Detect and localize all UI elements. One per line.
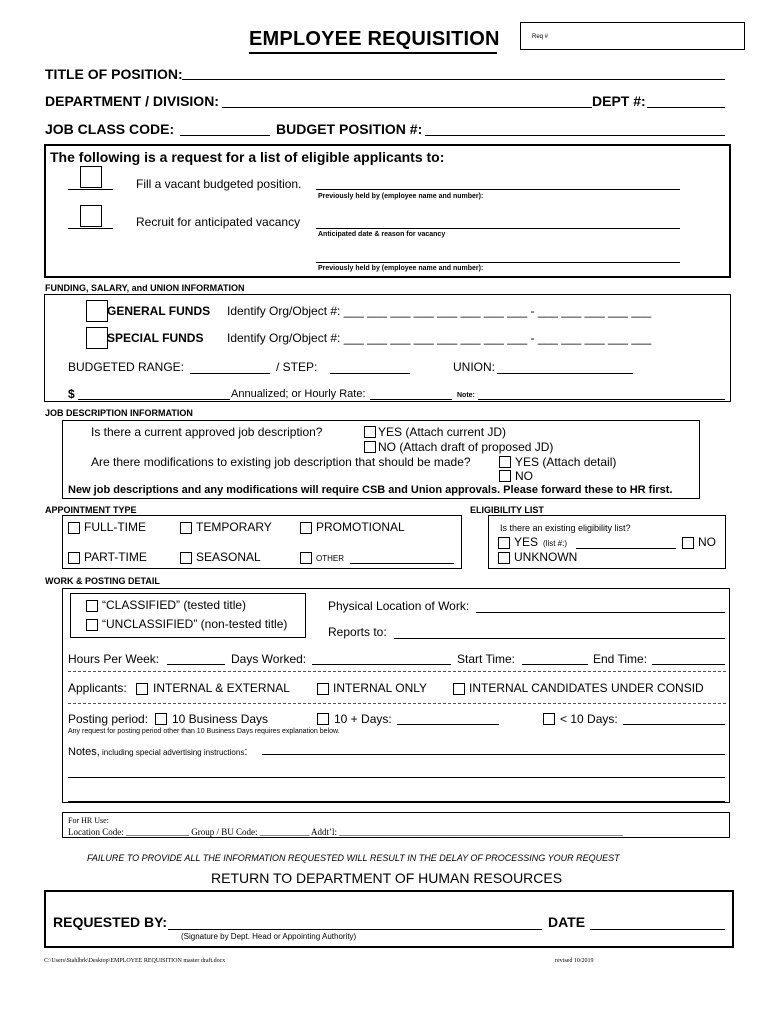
notes-line-1[interactable] (262, 754, 725, 755)
prev-held-field-2[interactable] (316, 262, 680, 263)
revised-date: revised 10/2019 (555, 958, 594, 964)
ten-days-checkbox[interactable] (155, 713, 167, 725)
title-underline (249, 52, 497, 54)
divider-2 (68, 703, 726, 704)
ten-plus-field[interactable] (397, 724, 499, 725)
days-worked-field[interactable] (312, 664, 451, 665)
special-funds-checkbox[interactable] (86, 327, 108, 349)
title-of-position-field[interactable] (182, 79, 725, 80)
physical-location-field[interactable] (476, 612, 725, 613)
general-funds-checkbox[interactable] (86, 300, 108, 322)
union-field[interactable] (497, 373, 633, 374)
recruit-label: Recruit for anticipated vacancy (136, 215, 301, 229)
req-label: Req # (532, 34, 549, 40)
full-time-label: FULL-TIME (84, 520, 147, 534)
start-time-field[interactable] (522, 664, 588, 665)
part-time-checkbox[interactable] (68, 552, 80, 564)
job-class-label: JOB CLASS CODE: (45, 121, 175, 137)
temporary-label: TEMPORARY (196, 520, 272, 534)
promotional-checkbox[interactable] (300, 522, 312, 534)
notes-label: Notes, (68, 746, 100, 758)
dept-num-field[interactable] (647, 107, 725, 108)
budget-position-label: BUDGET POSITION #: (276, 121, 423, 137)
special-funds-label: SPECIAL FUNDS (107, 331, 204, 345)
int-only-checkbox[interactable] (317, 683, 329, 695)
start-time-label: Start Time: (457, 652, 516, 666)
jd-no-label: NO (Attach draft of proposed JD) (378, 440, 554, 454)
reports-to-field[interactable] (394, 638, 725, 639)
ten-plus-checkbox[interactable] (317, 713, 329, 725)
anticipated-caption: Anticipated date & reason for vacancy (318, 231, 446, 238)
fill-vacant-label: Fill a vacant budgeted position. (136, 177, 302, 191)
less-ten-label: < 10 Days: (560, 712, 618, 726)
dept-num-label: DEPT #: (592, 93, 646, 109)
elig-no-label: NO (698, 535, 716, 549)
mod-no-label: NO (515, 469, 533, 483)
job-desc-q1: Is there a current approved job description? (91, 425, 323, 439)
applicants-label: Applicants: (68, 681, 127, 695)
other-checkbox[interactable] (300, 552, 312, 564)
elig-no-checkbox[interactable] (682, 537, 694, 549)
step-label: / STEP: (276, 360, 318, 374)
int-cand-checkbox[interactable] (453, 683, 465, 695)
budgeted-range-label: BUDGETED RANGE: (68, 360, 185, 374)
annualized-label: Annualized; or Hourly Rate: (231, 388, 366, 400)
notes-line-3[interactable] (68, 801, 725, 802)
budget-position-field[interactable] (425, 135, 725, 136)
part-time-label: PART-TIME (84, 550, 147, 564)
jd-yes-checkbox[interactable] (364, 426, 376, 438)
note-field[interactable] (478, 399, 725, 400)
fill-vacant-checkbox[interactable] (80, 166, 102, 188)
job-desc-q2: Are there modifications to existing job description that should be made? (91, 455, 471, 469)
hours-per-week-field[interactable] (167, 664, 225, 665)
seasonal-label: SEASONAL (196, 550, 261, 564)
department-field[interactable] (222, 107, 592, 108)
elig-list-num-label: (list #:) (543, 539, 567, 548)
hours-per-week-label: Hours Per Week: (68, 652, 160, 666)
notes-label-row (68, 742, 247, 760)
posting-note: Any request for posting period other than 10 Business Days requires explanation below. (68, 728, 340, 735)
requested-by-field[interactable] (168, 929, 542, 930)
prev-held-caption-1: Previously held by (employee name and number): (318, 193, 484, 200)
end-time-field[interactable] (652, 664, 725, 665)
date-label: DATE (548, 914, 586, 930)
ten-days-label: 10 Business Days (172, 712, 269, 726)
int-cand-label: INTERNAL CANDIDATES UNDER CONSID (469, 681, 704, 695)
promotional-label: PROMOTIONAL (316, 520, 405, 534)
divider-1 (68, 671, 726, 672)
failure-notice: FAILURE TO PROVIDE ALL THE INFORMATION REQUESTED WILL RESULT IN THE DELAY OF PROCESSING YOUR REQUEST (87, 853, 620, 863)
seasonal-checkbox[interactable] (180, 552, 192, 564)
notes-small: including special advertising instructions (99, 748, 245, 757)
end-time-label: End Time: (593, 652, 648, 666)
elig-unknown-label: UNKNOWN (514, 550, 578, 564)
recruit-checkbox[interactable] (80, 205, 102, 227)
funding-section-title: FUNDING, SALARY, and UNION INFORMATION (45, 283, 245, 293)
dollar-sign: $ (68, 387, 75, 401)
prev-held-field-1[interactable] (316, 189, 680, 190)
general-funds-label: GENERAL FUNDS (107, 304, 211, 318)
int-only-label: INTERNAL ONLY (333, 681, 428, 695)
union-label: UNION: (453, 360, 495, 374)
int-ext-label: INTERNAL & EXTERNAL (153, 681, 290, 695)
reports-to-label: Reports to: (328, 625, 387, 639)
mod-no-checkbox[interactable] (499, 470, 511, 482)
other-field[interactable] (350, 563, 454, 564)
date-field[interactable] (590, 929, 725, 930)
recruit-underline (68, 228, 113, 229)
elig-list-num-field[interactable] (576, 548, 676, 549)
temporary-checkbox[interactable] (180, 522, 192, 534)
job-desc-section-title: JOB DESCRIPTION INFORMATION (45, 408, 193, 418)
int-ext-checkbox[interactable] (136, 683, 148, 695)
eligibility-question: Is there an existing eligibility list? (500, 523, 631, 533)
elig-unknown-checkbox[interactable] (498, 552, 510, 564)
fill-vacant-underline (68, 189, 113, 190)
full-time-checkbox[interactable] (68, 522, 80, 534)
ten-plus-label: 10 + Days: (334, 712, 392, 726)
salary-field[interactable] (78, 399, 230, 400)
less-ten-field[interactable] (623, 724, 725, 725)
hr-use-label: For HR Use: (68, 816, 109, 825)
anticipated-field[interactable] (316, 228, 680, 229)
unclassified-checkbox[interactable] (86, 619, 98, 631)
mod-yes-checkbox[interactable] (499, 456, 511, 468)
request-heading: The following is a request for a list of eligible applicants to: (50, 149, 445, 165)
mod-yes-label: YES (Attach detail) (515, 455, 617, 469)
classified-label: “CLASSIFIED” (tested title) (102, 598, 247, 612)
unclassified-label: “UNCLASSIFIED” (non-tested title) (102, 617, 288, 631)
special-org-object[interactable]: Identify Org/Object #: ___ ___ ___ ___ ___ ___ ___ ___ - ___ ___ ___ ___ ___ (227, 331, 652, 345)
elig-yes-checkbox[interactable] (498, 537, 510, 549)
days-worked-label: Days Worked: (231, 652, 307, 666)
physical-location-label: Physical Location of Work: (328, 599, 470, 613)
notes-colon: : (244, 746, 248, 758)
return-notice: RETURN TO DEPARTMENT OF HUMAN RESOURCES (211, 870, 563, 886)
elig-yes-label: YES (514, 535, 539, 549)
other-label: OTHER (316, 554, 344, 563)
signature-caption: (Signature by Dept. Head or Appointing Authority) (181, 932, 357, 941)
prev-held-caption-2: Previously held by (employee name and number): (318, 265, 484, 272)
hourly-rate-field[interactable] (370, 399, 452, 400)
job-desc-notice: New job descriptions and any modifications will require CSB and Union approvals. Please forward these to HR first. (68, 484, 673, 496)
general-org-object[interactable]: Identify Org/Object #: ___ ___ ___ ___ ___ ___ ___ ___ - ___ ___ ___ ___ ___ (227, 304, 652, 318)
less-ten-checkbox[interactable] (543, 713, 555, 725)
appointment-section-title: APPOINTMENT TYPE (45, 505, 137, 515)
posting-period-label: Posting period: (68, 712, 149, 726)
work-section-title: WORK & POSTING DETAIL (45, 576, 160, 586)
step-field[interactable] (330, 373, 410, 374)
job-class-field[interactable] (180, 135, 270, 136)
classified-checkbox[interactable] (86, 600, 98, 612)
eligibility-section-title: ELIGIBILITY LIST (470, 505, 544, 515)
hr-use-location[interactable]: Location Code: ______________ Group / BU Code: ___________ Addt’l: _______________________________________________________________ (68, 827, 623, 837)
page-title: EMPLOYEE REQUISITION (249, 28, 500, 50)
req-number-field[interactable] (520, 22, 745, 50)
jd-yes-label: YES (Attach current JD) (378, 425, 507, 439)
budgeted-range-field[interactable] (190, 373, 270, 374)
jd-no-checkbox[interactable] (364, 441, 376, 453)
notes-line-2[interactable] (68, 777, 725, 778)
department-label: DEPARTMENT / DIVISION: (45, 93, 219, 109)
title-of-position-label: TITLE OF POSITION: (45, 66, 183, 82)
note-label: Note: (457, 392, 475, 399)
file-path: C:\Users\Stahlbrk\Desktop\EMPLOYEE REQUISITION master draft.docx (44, 958, 226, 964)
requested-by-label: REQUESTED BY: (53, 914, 168, 930)
